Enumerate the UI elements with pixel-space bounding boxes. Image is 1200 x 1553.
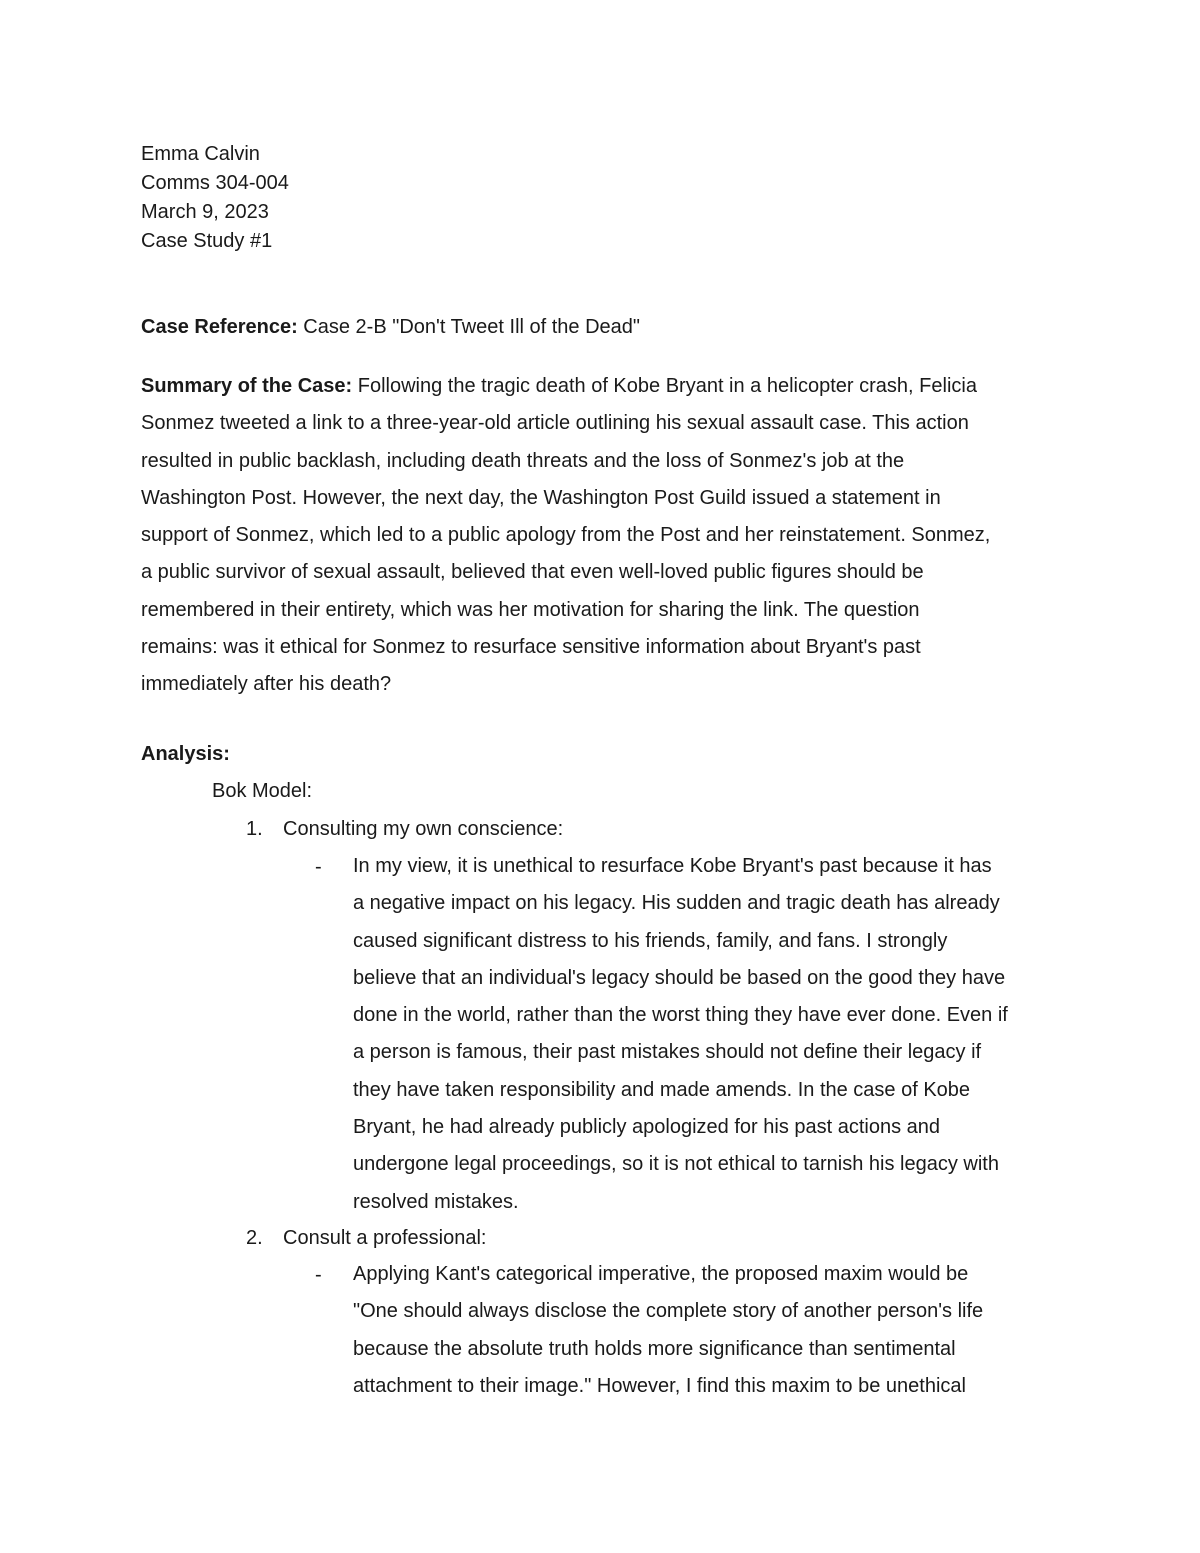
summary-line: remembered in their entirety, which was her motivation for sharing the link. The question xyxy=(141,598,920,621)
assignment-title: Case Study #1 xyxy=(141,230,273,252)
step-1-title: Consulting my own conscience: xyxy=(283,818,564,840)
summary-line xyxy=(141,368,1071,405)
body-line: believe that an individual's legacy should be based on the good they have xyxy=(353,966,1006,989)
summary-text: Following the tragic death of Kobe Bryant in a helicopter crash, Felicia xyxy=(352,375,977,397)
body-line: done in the world, rather than the worst thing they have ever done. Even if xyxy=(353,1004,1008,1027)
summary-line: resulted in public backlash, including death threats and the loss of Sonmez's job at the xyxy=(141,449,905,472)
model-label: Bok Model: xyxy=(212,780,313,802)
case-reference-label: Case Reference: xyxy=(141,316,298,338)
body-line: a person is famous, their past mistakes should not define their legacy if xyxy=(353,1041,982,1064)
step-1-body xyxy=(353,848,1008,1221)
summary-line: remains: was it ethical for Sonmez to resurface sensitive information about Bryant's past xyxy=(141,636,921,659)
summary-line: immediately after his death? xyxy=(141,673,392,696)
body-line: Applying Kant's categorical imperative, the proposed maxim would be xyxy=(353,1263,969,1285)
summary-line: a public survivor of sexual assault, believed that even well-loved public figures should be xyxy=(141,561,924,584)
case-summary xyxy=(141,368,1071,704)
body-line: resolved mistakes. xyxy=(353,1190,519,1213)
body-line: undergone legal proceedings, so it is not ethical to tarnish his legacy with xyxy=(353,1153,999,1176)
step-2-number: 2. xyxy=(246,1227,263,1249)
analysis-heading: Analysis: xyxy=(141,743,230,765)
step-1-number: 1. xyxy=(246,818,263,840)
body-line: a negative impact on his legacy. His sudden and tragic death has already xyxy=(353,892,1000,915)
summary-line: Sonmez tweeted a link to a three-year-old article outlining his sexual assault case. This action xyxy=(141,412,969,435)
header-block xyxy=(141,140,289,256)
body-line: because the absolute truth holds more significance than sentimental xyxy=(353,1337,956,1360)
body-line: Bryant, he had already publicly apologized for his past actions and xyxy=(353,1116,941,1139)
summary-label: Summary of the Case: xyxy=(141,375,353,397)
summary-line: support of Sonmez, which led to a public apology from the Post and her reinstatement. Sonmez, xyxy=(141,524,991,547)
body-line: caused significant distress to his friends, family, and fans. I strongly xyxy=(353,929,948,952)
case-reference-value: Case 2-B "Don't Tweet Ill of the Dead" xyxy=(297,316,641,338)
body-line: they have taken responsibility and made amends. In the case of Kobe xyxy=(353,1078,971,1101)
date: March 9, 2023 xyxy=(141,201,269,223)
author-name: Emma Calvin xyxy=(141,143,260,165)
step-2-title: Consult a professional: xyxy=(283,1227,487,1249)
course-code: Comms 304-004 xyxy=(141,172,289,194)
body-line: In my view, it is unethical to resurface Kobe Bryant's past because it has xyxy=(353,855,992,877)
case-reference xyxy=(141,313,640,342)
step-1-bullet: - xyxy=(315,856,322,878)
body-line: attachment to their image." However, I find this maxim to be unethical xyxy=(353,1374,966,1397)
step-2-body xyxy=(353,1256,983,1405)
summary-line: Washington Post. However, the next day, the Washington Post Guild issued a statement in xyxy=(141,486,941,509)
body-line: "One should always disclose the complete story of another person's life xyxy=(353,1300,984,1323)
step-2-bullet: - xyxy=(315,1264,322,1286)
